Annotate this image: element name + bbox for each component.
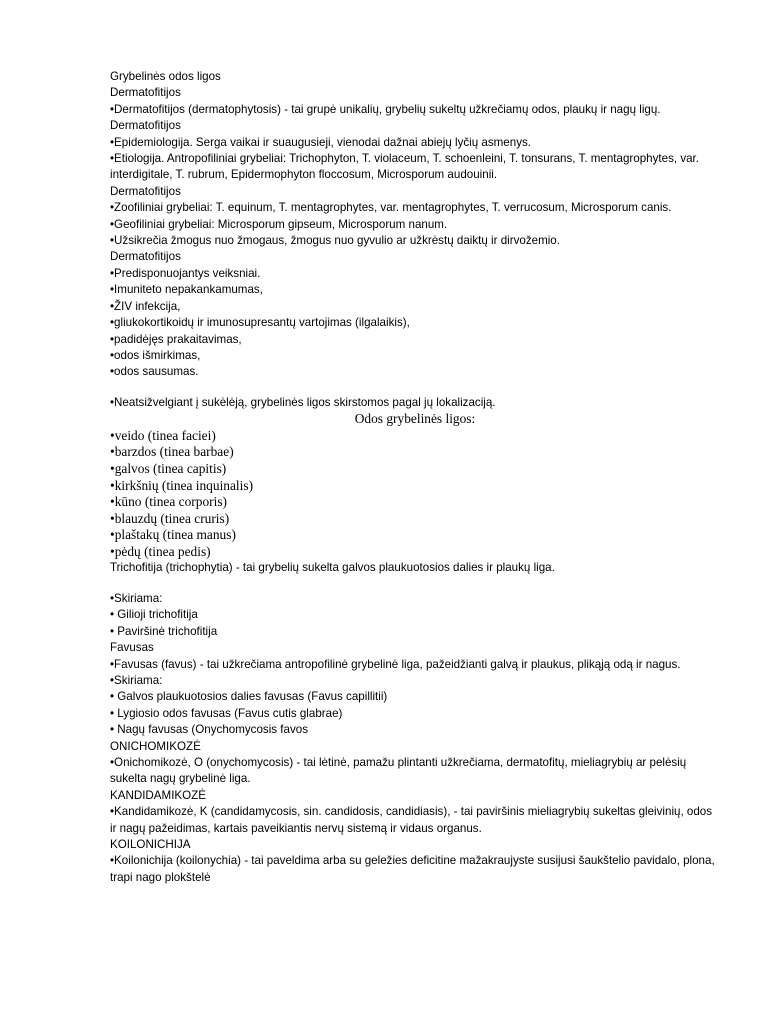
- section-heading: KOILONICHIJA: [110, 837, 191, 851]
- serif-list-title: Odos grybelinės ligos:: [354, 411, 476, 427]
- serif-list-item: •barzdos (tinea barbae): [110, 444, 234, 460]
- section-heading: Dermatofitijos: [110, 250, 181, 264]
- section-heading: KANDIDAMIKOZĖ: [110, 788, 206, 802]
- list-item: •Imuniteto nepakankamumas,: [110, 283, 263, 297]
- list-item: •gliukokortikoidų ir imunosupresantų vartojimas (ilgalaikis),: [110, 316, 410, 330]
- document-page: [110, 69, 720, 886]
- serif-list-item: •pėdų (tinea pedis): [110, 543, 211, 559]
- paragraph: •Zoofiliniai grybeliai: T. equinum, T. mentagrophytes, var. mentagrophytes, T. verrucosum, Microsporum canis.: [110, 201, 672, 215]
- list-item: •Predisponuojantys veiksniai.: [110, 266, 261, 280]
- serif-list-item: •blauzdų (tinea cruris): [110, 510, 230, 526]
- section-heading: ONICHOMIKOZĖ: [110, 739, 201, 753]
- list-item: •padidėjęs prakaitavimas,: [110, 332, 242, 346]
- list-item: • Gilioji trichofitija: [110, 608, 198, 622]
- list-item: • Galvos plaukuotosios dalies favusas (Favus capillitii): [110, 690, 388, 704]
- list-item: •Skiriama:: [110, 591, 163, 605]
- paragraph: •Geofiliniai grybeliai: Microsporum gipseum, Microsporum nanum.: [110, 217, 448, 231]
- blank-line: [110, 577, 720, 591]
- list-item: •Skiriama:: [110, 673, 163, 687]
- section-heading: Dermatofitijos: [110, 184, 181, 198]
- serif-list-item: •galvos (tinea capitis): [110, 460, 227, 476]
- serif-list-item: •kūno (tinea corporis): [110, 494, 227, 510]
- paragraph: •Favusas (favus) - tai užkrečiama antropofilinė grybelinė liga, pažeidžianti galvą ir plaukus, plikąją odą ir nagus.: [110, 657, 681, 671]
- section-heading: Favusas: [110, 641, 154, 655]
- paragraph: •Kandidamikozė, K (candidamycosis, sin. candidosis, candidiasis), - tai paviršinis mieliagrybių sukeltas gleivinių, odos ir nagų pažeidimas, kartais paveikiantis nervų sistemą ir vidaus organus.: [110, 805, 713, 835]
- list-item: •ŽIV infekcija,: [110, 299, 181, 313]
- list-item: •odos sausumas.: [110, 365, 199, 379]
- paragraph: •Dermatofitijos (dermatophytosis) - tai grupė unikalių, grybelių sukeltų užkrečiamų odos, plaukų ir nagų ligų.: [110, 102, 661, 116]
- paragraph: Trichofitija (trichophytia) - tai grybelių sukelta galvos plaukuotosios dalies ir plaukų liga.: [110, 561, 555, 575]
- list-item: •odos išmirkimas,: [110, 348, 201, 362]
- serif-list-item: •kirkšnių (tinea inquinalis): [110, 477, 254, 493]
- section-heading: Dermatofitijos: [110, 86, 181, 100]
- paragraph: •Onichomikozė, O (onychomycosis) - tai lėtinė, pamažu plintanti užkrečiama, dermatofitų, mieliagrybių ar pelėsių sukelta nagų grybelinė liga.: [110, 755, 687, 786]
- list-item: • Nagų favusas (Onychomycosis favos: [110, 723, 309, 737]
- paragraph: •Koilonichija (koilonychia) - tai paveldima arba su geležies deficitine mažakraujyste susijusi šaukštelio pavidalo, plona, trapi nago plokštelė: [110, 854, 715, 884]
- serif-list-item: •plaštakų (tinea manus): [110, 527, 236, 543]
- paragraph: •Užsikrečia žmogus nuo žmogaus, žmogus nuo gyvulio ar užkrėstų daiktų ir dirvožemio.: [110, 234, 560, 248]
- blank-line: [110, 381, 720, 395]
- serif-list-item: •veido (tinea faciei): [110, 427, 216, 443]
- doc-title: Grybelinės odos ligos: [110, 70, 221, 83]
- list-item: • Lygiosio odos favusas (Favus cutis glabrae): [110, 706, 343, 720]
- section-heading: Dermatofitijos: [110, 119, 181, 133]
- paragraph: •Neatsižvelgiant į sukėlėją, grybelinės ligos skirstomos pagal jų lokalizaciją.: [110, 395, 496, 409]
- paragraph: •Etiologija. Antropofiliniai grybeliai: Trichophyton, T. violaceum, T. schoenleini, T. tonsurans, T. mentagrophytes, var. interdigitale, T. rubrum, Epidermophyton floccosum, Microsporum audouinii.: [110, 152, 700, 182]
- paragraph: •Epidemiologija. Serga vaikai ir suaugusieji, vienodai dažnai abiejų lyčių asmenys.: [110, 135, 532, 149]
- list-item: • Paviršinė trichofitija: [110, 624, 218, 638]
